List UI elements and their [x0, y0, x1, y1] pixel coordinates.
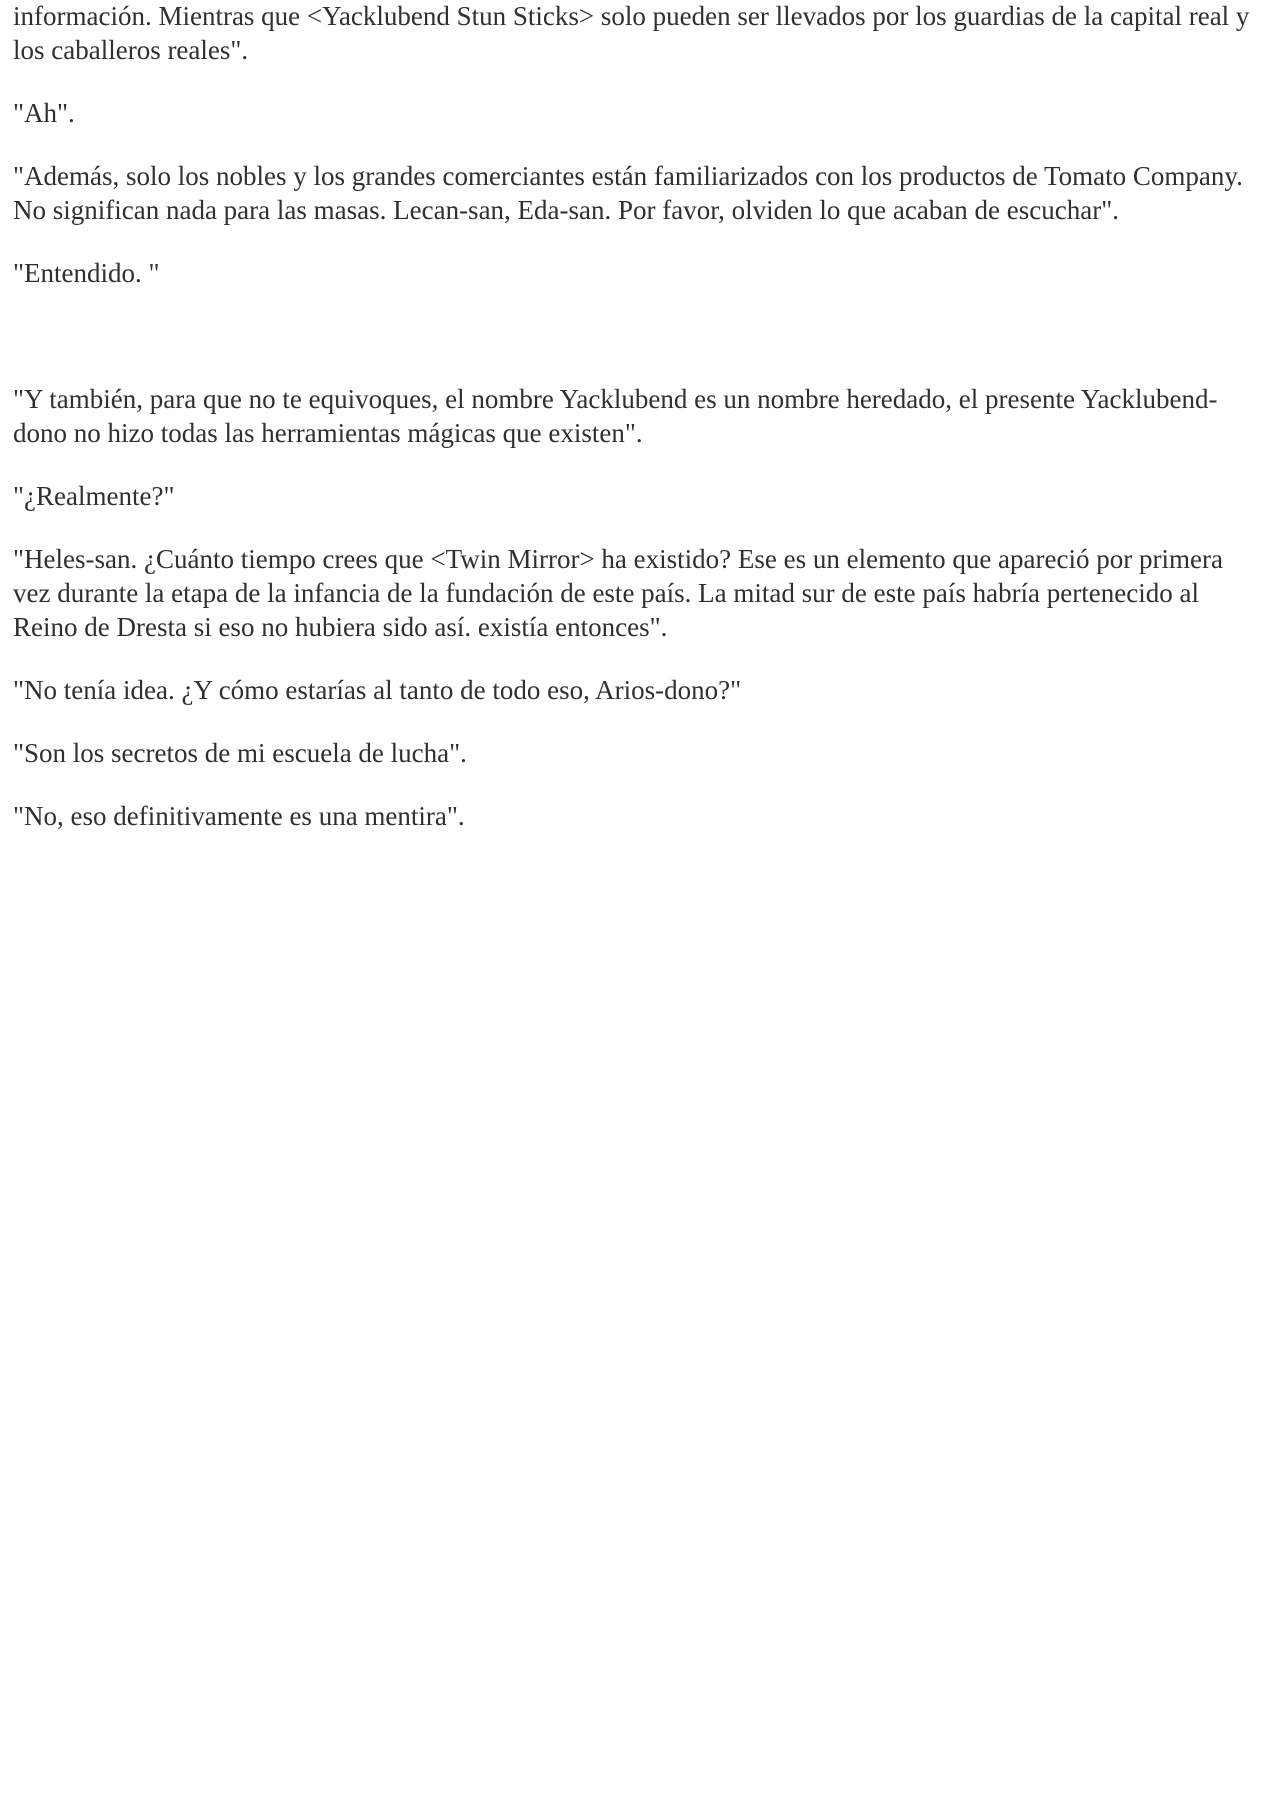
- scene-break-spacer: [13, 319, 1262, 382]
- paragraph-3: "Además, solo los nobles y los grandes comerciantes están familiarizados con los productos de Tomato Company. No significan nada para las masas. Lecan-san, Eda-san. Por favor, olviden lo que acaban de escuchar".: [13, 161, 1243, 225]
- paragraph-4: "Entendido. ": [13, 258, 160, 288]
- paragraph-2: "Ah".: [13, 98, 75, 128]
- paragraph-10: "No, eso definitivamente es una mentira".: [13, 801, 465, 831]
- paragraph-1: información. Mientras que <Yacklubend Stun Sticks> solo pueden ser llevados por los guardias de la capital real y los caballeros reales".: [13, 1, 1250, 65]
- paragraph-6: "¿Realmente?": [13, 481, 175, 511]
- paragraph-9: "Son los secretos de mi escuela de lucha".: [13, 738, 467, 768]
- paragraph-5: "Y también, para que no te equivoques, el nombre Yacklubend es un nombre heredado, el presente Yacklubend-dono no hizo todas las herramientas mágicas que existen".: [13, 384, 1218, 448]
- paragraph-7: "Heles-san. ¿Cuánto tiempo crees que <Twin Mirror> ha existido? Ese es un elemento que apareció por primera vez durante la etapa de la infancia de la fundación de este país. La mitad sur de este país habría pertenecido al Reino de Dresta si eso no hubiera sido así. existía entonces".: [13, 544, 1223, 642]
- paragraph-8: "No tenía idea. ¿Y cómo estarías al tanto de todo eso, Arios-dono?": [13, 675, 742, 705]
